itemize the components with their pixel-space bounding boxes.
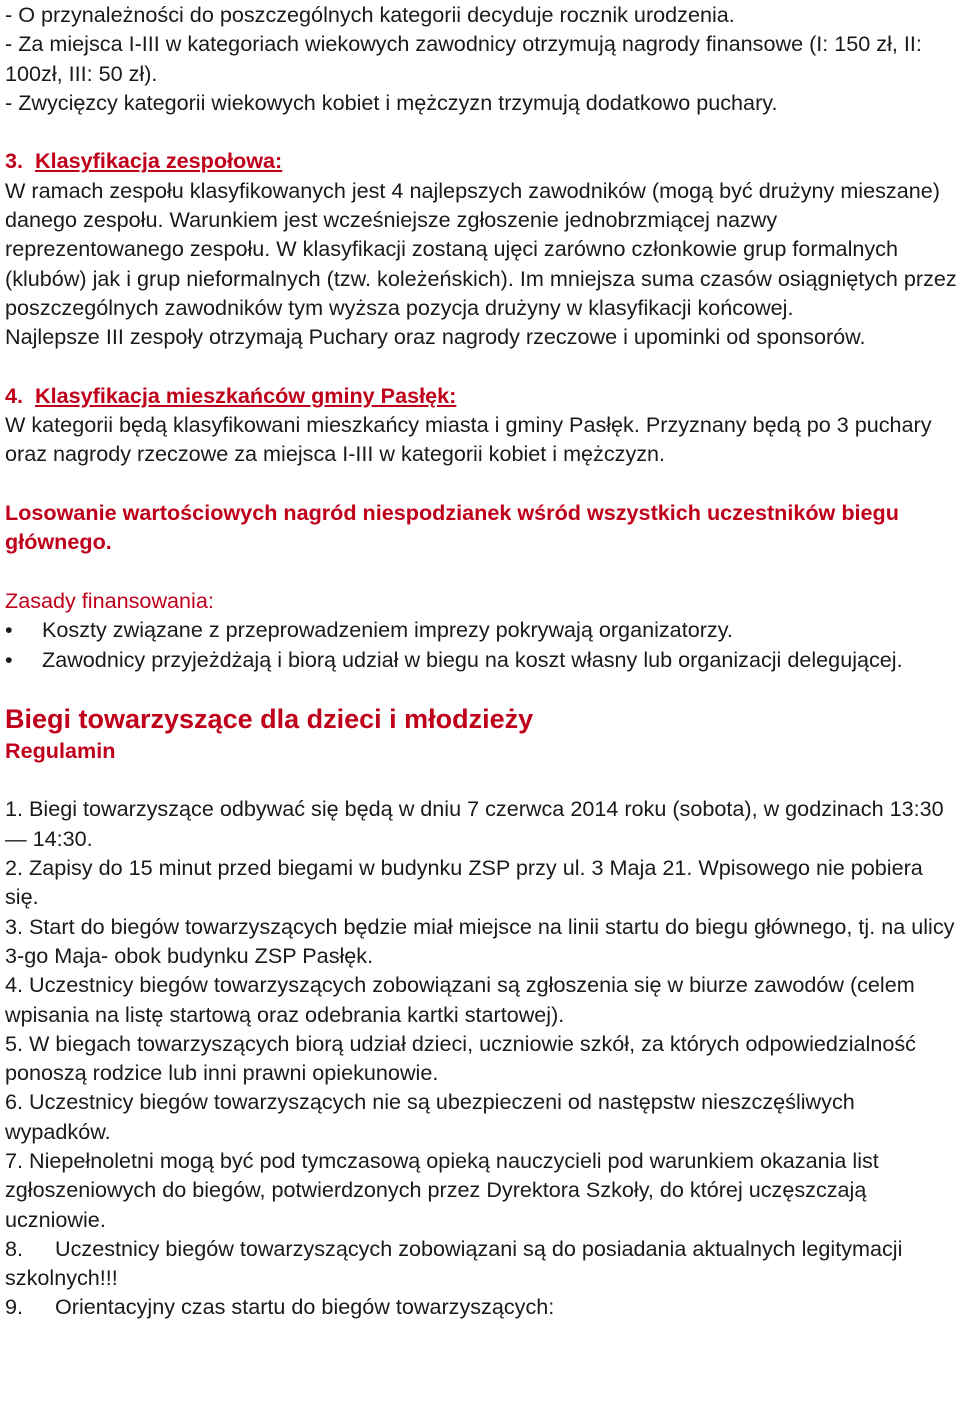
kids-rule — [5, 1234, 960, 1293]
section-3-body: W ramach zespołu klasyfikowanych jest 4 najlepszych zawodników (mogą być drużyny mieszane) danego zespołu. Warunkiem jest wcześniejsze zgłoszenie jednobrzmiącej nazwy reprezentowanego zespołu. W klasyfikacji zostaną ujęci zarówno członkowie grup formalnych (klubów) jak i grup nieformalnych (tzw. koleżeńskich). Im mniejsza suma czasów osiągniętych przez poszczególnych zawodników tym wyższa pozycja drużyny w klasyfikacji końcowej. — [5, 177, 957, 320]
financing-item — [5, 615, 960, 644]
section-3-number: 3. — [5, 148, 24, 174]
section-4-heading — [5, 381, 960, 410]
section-4-number: 4. — [5, 382, 24, 408]
kids-rule: 1. Biegi towarzyszące odbywać się będą w dniu 7 czerwca 2014 roku (sobota), w godzinach 13:30 — 14:30. — [5, 796, 944, 851]
bullet-icon: • — [5, 646, 13, 672]
kids-rule: 6. Uczestnicy biegów towarzyszących nie są ubezpieczeni od następstw nieszczęśliwych wypadków. — [5, 1089, 855, 1144]
section-4-body: W kategorii będą klasyfikowani mieszkańcy miasta i gminy Pasłęk. Przyznany będą po 3 puchary oraz nagrody rzeczowe za miejsca I-III w kategorii kobiet i mężczyzn. — [5, 412, 932, 467]
rule-number: 8. — [5, 1235, 24, 1261]
kids-rule: 3. Start do biegów towarzyszących będzie miał miejsce na linii startu do biegu głównego, tj. na ulicy 3-go Maja- obok budynku ZSP Pasłęk. — [5, 913, 955, 968]
kids-rule — [5, 1292, 960, 1321]
rule-text: Uczestnicy biegów towarzyszących zobowiązani są do posiadania aktualnych legitymacji szkolnych!!! — [5, 1235, 903, 1291]
kids-rule: 7. Niepełnoletni mogą być pod tymczasową opieką nauczycieli pod warunkiem okazania list zgłoszeniowych do biegów, potwierdzonych przez Dyrektora Szkoły, do której uczęszczają uczniowie. — [5, 1147, 879, 1232]
kids-rule: 2. Zapisy do 15 minut przed biegami w budynku ZSP przy ul. 3 Maja 21. Wpisowego nie pobiera się. — [5, 855, 923, 910]
section-3-prizes: Najlepsze III zespoły otrzymają Puchary oraz nagrody rzeczowe i upominki od sponsorów. — [5, 324, 866, 350]
section-3-title: Klasyfikacja zespołowa: — [35, 148, 283, 174]
intro-line: - O przynależności do poszczególnych kategorii decyduje rocznik urodzenia. — [5, 2, 735, 27]
bullet-icon: • — [5, 617, 13, 643]
kids-section-title: Biegi towarzyszące dla dzieci i młodzieży — [5, 703, 534, 734]
kids-rule: 4. Uczestnicy biegów towarzyszących zobowiązani są zgłoszenia się w biurze zawodów (celem wpisania na listę startową oraz odebrania kartki startowej). — [5, 972, 915, 1027]
rule-text: Orientacyjny czas startu do biegów towarzyszących: — [55, 1294, 555, 1320]
financing-item — [5, 645, 960, 674]
section-3-heading — [5, 146, 960, 175]
section-4-title: Klasyfikacja mieszkańców gminy Pasłęk: — [35, 382, 457, 408]
intro-line: - Zwycięzcy kategorii wiekowych kobiet i mężczyzn trzymują dodatkowo puchary. — [5, 89, 778, 115]
intro-line: - Za miejsca I-III w kategoriach wiekowych zawodnicy otrzymują nagrody finansowe (I: 150 zł, II: 100zł, III: 50 zł). — [5, 31, 922, 86]
financing-item-text: Koszty związane z przeprowadzeniem imprezy pokrywają organizatorzy. — [42, 617, 733, 643]
kids-rule: 5. W biegach towarzyszących biorą udział dzieci, uczniowie szkół, za których odpowiedzialność ponoszą rodzice lub inni prawni opiekunowie. — [5, 1030, 916, 1086]
rule-number: 9. — [5, 1294, 24, 1320]
kids-section-subtitle: Regulamin — [5, 737, 116, 763]
financing-title: Zasady finansowania: — [5, 587, 214, 613]
lottery-note: Losowanie wartościowych nagród niespodzianek wśród wszystkich uczestników biegu głównego. — [5, 500, 899, 555]
financing-item-text: Zawodnicy przyjeżdżają i biorą udział w biegu na koszt własny lub organizacji delegującej. — [42, 646, 903, 672]
